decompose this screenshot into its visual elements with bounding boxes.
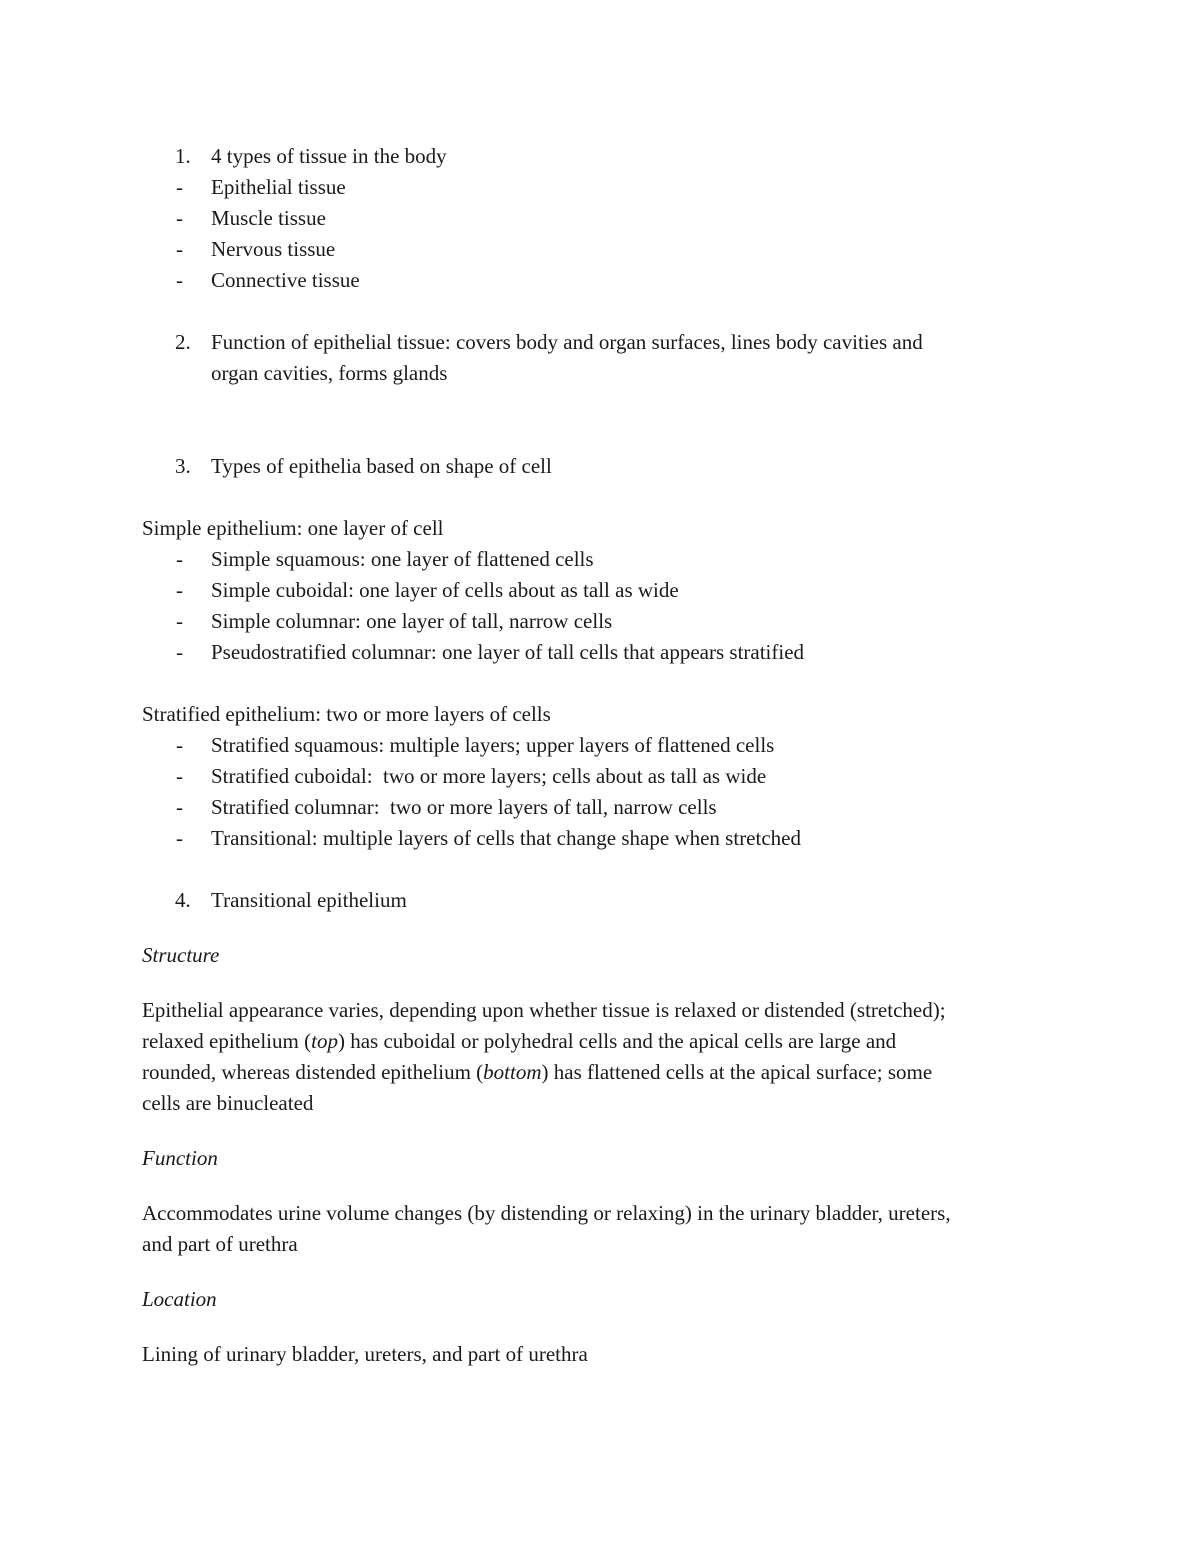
dash-marker: - [176,578,183,602]
list-item-text-line: organ cavities, forms glands [211,361,448,385]
paragraph-line [142,1026,1062,1057]
bullet-text: Nervous tissue [211,237,336,261]
dash-marker: - [176,547,183,571]
list-item-text: Types of epithelia based on shape of cell [211,454,552,478]
numbered-item-3 [142,451,1062,482]
dash-marker: - [176,795,183,819]
bullet-item [142,265,1062,296]
list-item-text: Transitional epithelium [211,888,407,912]
function-heading: Function [142,1146,218,1170]
bullet-item [142,234,1062,265]
bullet-text: Stratified columnar: two or more layers of tall, narrow cells [211,795,717,819]
numbered-item-4 [142,885,1062,916]
bullet-text: Simple cuboidal: one layer of cells about as tall as wide [211,578,679,602]
bullet-text: Transitional: multiple layers of cells that change shape when stretched [211,826,801,850]
bullet-item [142,761,1062,792]
bullet-item [142,203,1062,234]
location-paragraph [142,1339,1062,1370]
list-number: 1. [175,144,191,168]
bullet-item [142,606,1062,637]
dash-marker: - [176,237,183,261]
paragraph-line: Accommodates urine volume changes (by distending or relaxing) in the urinary bladder, ureters, [142,1201,951,1225]
bullet-item [142,172,1062,203]
text-run: relaxed epithelium ( [142,1029,312,1053]
function-paragraph [142,1198,1062,1260]
paragraph-line: cells are binucleated [142,1091,314,1115]
list-number: 3. [175,454,191,478]
bullet-text: Stratified cuboidal: two or more layers; cells about as tall as wide [211,764,767,788]
text-run: ) has flattened cells at the apical surface; some [541,1060,933,1084]
bullet-item [142,730,1062,761]
document-body [142,141,1062,1370]
dash-marker: - [176,609,183,633]
bullet-item [142,575,1062,606]
dash-marker: - [176,733,183,757]
bullet-text: Muscle tissue [211,206,326,230]
simple-epithelium-heading: Simple epithelium: one layer of cell [142,516,444,540]
bullet-item [142,792,1062,823]
italic-run: top [311,1029,338,1053]
dash-marker: - [176,268,183,292]
italic-run: bottom [483,1060,542,1084]
text-run: ) has cuboidal or polyhedral cells and the apical cells are large and [337,1029,897,1053]
list-number: 4. [175,888,191,912]
text-run: rounded, whereas distended epithelium ( [142,1060,484,1084]
bullet-text: Stratified squamous: multiple layers; upper layers of flattened cells [211,733,775,757]
paragraph-line: Lining of urinary bladder, ureters, and part of urethra [142,1342,588,1366]
location-heading: Location [142,1287,217,1311]
bullet-text: Epithelial tissue [211,175,346,199]
structure-paragraph [142,995,1062,1119]
dash-marker: - [176,206,183,230]
paragraph-line [142,1057,1062,1088]
paragraph-line: and part of urethra [142,1232,298,1256]
dash-marker: - [176,826,183,850]
bullet-text: Simple columnar: one layer of tall, narrow cells [211,609,613,633]
bullet-item [142,544,1062,575]
bullet-item [142,637,1062,668]
paragraph-line: Epithelial appearance varies, depending upon whether tissue is relaxed or distended (stretched); [142,998,946,1022]
list-item-text-line: Function of epithelial tissue: covers body and organ surfaces, lines body cavities and [211,330,923,354]
structure-heading: Structure [142,943,220,967]
dash-marker: - [176,175,183,199]
bullet-text: Simple squamous: one layer of flattened cells [211,547,594,571]
dash-marker: - [176,764,183,788]
bullet-text: Connective tissue [211,268,360,292]
numbered-item-1 [142,141,1062,172]
list-number: 2. [175,330,191,354]
dash-marker: - [176,640,183,664]
bullet-item [142,823,1062,854]
list-item-text: 4 types of tissue in the body [211,144,447,168]
numbered-item-2 [142,327,1062,389]
stratified-epithelium-heading: Stratified epithelium: two or more layers of cells [142,702,551,726]
bullet-text: Pseudostratified columnar: one layer of tall cells that appears stratified [211,640,805,664]
